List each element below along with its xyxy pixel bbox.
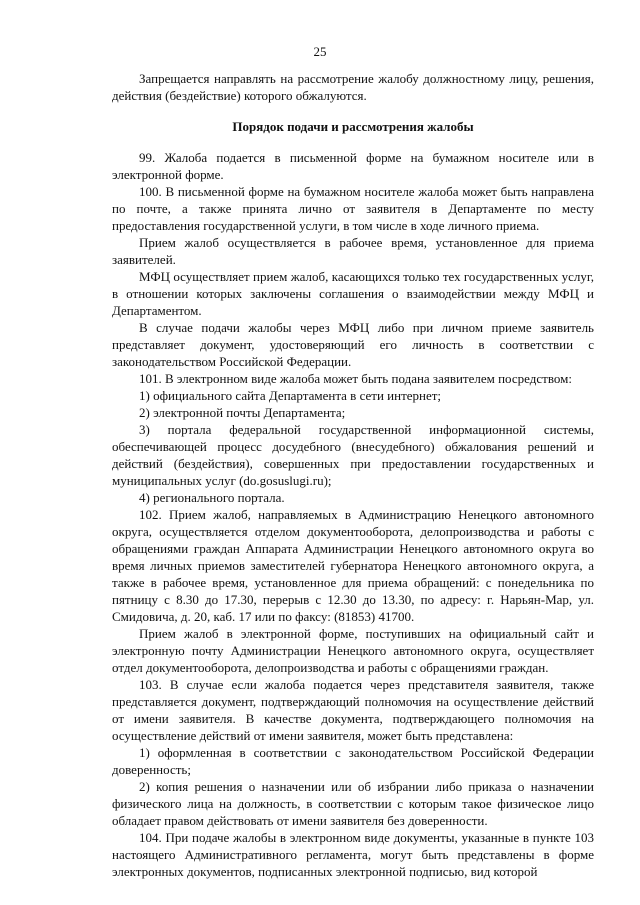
list-item-103-2: 2) копия решения о назначении или об избрании либо приказа о назначении физического лица на должность, в соответствии с которым такое физическое лицо обладает правом действовать от имени заявителя без доверенности.: [112, 779, 594, 828]
paragraph-102: 102. Прием жалоб, направляемых в Администрацию Ненецкого автономного округа, осуществляется отделом документооборота, делопроизводства и работы с обращениями граждан Аппарата Администрации Ненецкого автономного округа во время личных приемов заместителей губернатора Ненецкого автономного округа, а также в рабочее время, установленное для приема обращений: с понедельника по пятницу с 8.30 до 17.30, перерыв с 12.30 до 13.30, по адресу: г. Нарьян-Мар, ул. Смидовича, д. 20, каб. 17 или по факсу: (81853) 41700.: [112, 507, 594, 624]
paragraph-102-electronic: Прием жалоб в электронной форме, поступивших на официальный сайт и электронную почту Администрации Ненецкого автономного округа, осуществляет отдел документооборота, делопроизводства и работы с обращениями граждан.: [112, 626, 594, 675]
document-body: [112, 70, 594, 880]
paragraph-100-mfc: МФЦ осуществляет прием жалоб, касающихся только тех государственных услуг, в отношении которых заключены соглашения о взаимодействии между МФЦ и Департаментом.: [112, 269, 594, 318]
paragraph-100-hours: Прием жалоб осуществляется в рабочее время, установленное для приема заявителей.: [112, 235, 594, 267]
paragraph-103: 103. В случае если жалоба подается через представителя заявителя, также представляется документ, подтверждающий полномочия на осуществление действий от имени заявителя. В качестве документа, подтверждающего полномочия на осуществление действий от имени заявителя, может быть представлена:: [112, 677, 594, 743]
section-heading: Порядок подачи и рассмотрения жалобы: [232, 119, 474, 134]
list-item-101-1: 1) официального сайта Департамента в сети интернет;: [139, 388, 442, 403]
paragraph-intro: Запрещается направлять на рассмотрение жалобу должностному лицу, решения, действия (бездействие) которого обжалуются.: [112, 71, 594, 103]
page-number: 25: [313, 44, 327, 59]
list-item-103-1: 1) оформленная в соответствии с законодательством Российской Федерации доверенность;: [112, 745, 594, 777]
paragraph-100-identity: В случае подачи жалобы через МФЦ либо при личном приеме заявитель представляет документ, удостоверяющий его личность в соответствии с законодательством Российской Федерации.: [112, 320, 594, 369]
list-item-101-2: 2) электронной почты Департамента;: [139, 405, 346, 420]
paragraph-104: 104. При подаче жалобы в электронном виде документы, указанные в пункте 103 настоящего Административного регламента, могут быть представлены в форме электронных документов, подписанных электронной подписью, вид которой: [112, 830, 594, 879]
list-item-101-4: 4) регионального портала.: [139, 490, 285, 505]
paragraph-100: 100. В письменной форме на бумажном носителе жалоба может быть направлена по почте, а также принята лично от заявителя в Департаменте по месту предоставления государственной услуги, в том числе в ходе личного приема.: [112, 184, 594, 233]
paragraph-99: 99. Жалоба подается в письменной форме на бумажном носителе или в электронной форме.: [112, 150, 594, 182]
list-item-101-3: 3) портала федеральной государственной информационной системы, обеспечивающей процесс досудебного (внесудебного) обжалования решений и действий (бездействия), совершенных при предоставлении государственных и муниципальных услуг (do.gosuslugi.ru);: [112, 422, 594, 488]
paragraph-101: 101. В электронном виде жалоба может быть подана заявителем посредством:: [139, 371, 572, 386]
